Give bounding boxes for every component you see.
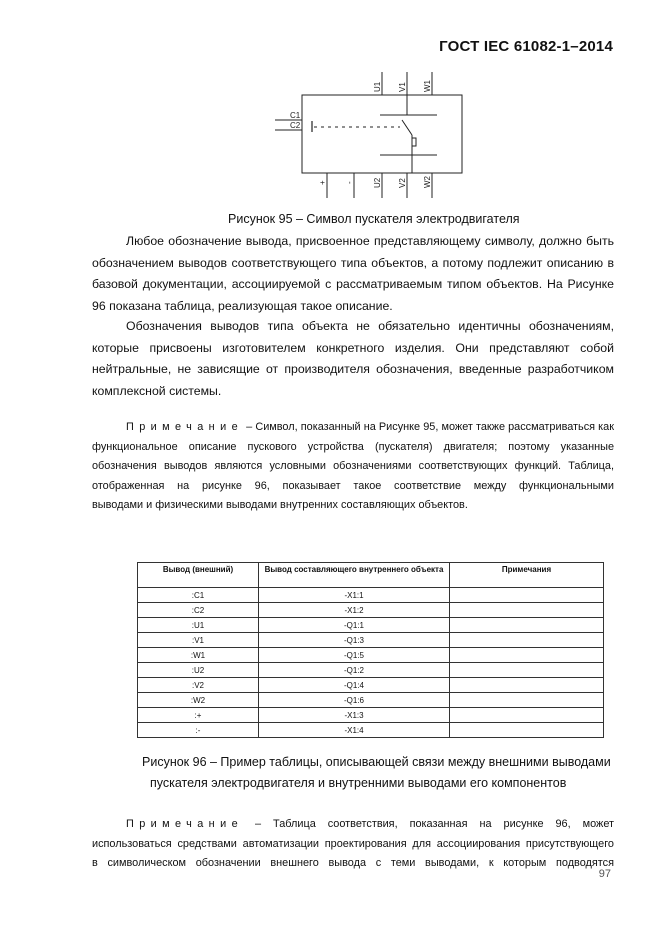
paragraph-2-line: нейтральные, не зависящие от производителя обозначения, введенные разработчиком xyxy=(92,362,614,377)
table-row xyxy=(138,663,604,678)
paragraph-2-line: комплексной системы. xyxy=(92,383,222,398)
note-1-line: – Символ, показанный на Рисунке 95, может также рассматриваться как xyxy=(243,421,614,433)
cell-internal-terminal: -Q1:1 xyxy=(259,618,450,633)
table-header-external: Вывод (внешний) xyxy=(138,563,259,588)
note-1-line: обозначения выводов являются условными обозначениями соответствующих функций. Таблица, xyxy=(92,460,614,472)
cell-external-terminal: :- xyxy=(138,723,259,738)
cell-external-terminal: :U1 xyxy=(138,618,259,633)
paragraph-1-line: Любое обозначение вывода, присвоенное представляющему символу, должно быть xyxy=(126,234,614,248)
cell-internal-terminal: -Q1:2 xyxy=(259,663,450,678)
cell-internal-terminal: -Q1:3 xyxy=(259,633,450,648)
contact-blade xyxy=(402,120,412,135)
paragraph-2-line: которые присвоены изготовителем конкретного изделия. Они представляют собой xyxy=(92,340,614,355)
note-1-line: отображенная на рисунке 96, показывает такое соответствие между функциональными xyxy=(92,479,614,492)
cell-notes xyxy=(450,723,604,738)
cell-internal-terminal: -Q1:4 xyxy=(259,678,450,693)
paragraph-1-line: обозначением выводов соответствующего типа объектов, а потому подлежит описанию в xyxy=(92,255,614,270)
terminal-label-plus: + xyxy=(318,180,327,185)
cell-internal-terminal: -X1:4 xyxy=(259,723,450,738)
cell-notes xyxy=(450,648,604,663)
paragraph-1-line: 96 показана таблица, реализующая такое описание. xyxy=(92,298,393,313)
note-1-label: Примечание xyxy=(126,421,244,433)
table-row xyxy=(138,693,604,708)
paragraph-2-line: Обозначения выводов типа объекта не обязательно идентичны обозначениям, xyxy=(126,319,614,333)
figure-96-table xyxy=(137,562,604,738)
cell-notes xyxy=(450,633,604,648)
paragraph-1-line: базовой документации, ассоциируемой с рассматриваемым типом объектов. На Рисунке xyxy=(92,277,614,292)
contact-hook xyxy=(412,138,416,146)
figure-95-caption: Рисунок 95 – Символ пускателя электродвигателя xyxy=(228,212,520,226)
table-row xyxy=(138,588,604,603)
note-1-line: выводами и физическими выводами внутренних составляющих объектов. xyxy=(92,499,468,511)
table-row xyxy=(138,708,604,723)
cell-notes xyxy=(450,618,604,633)
cell-internal-terminal: -X1:1 xyxy=(259,588,450,603)
note-2 xyxy=(92,815,614,874)
cell-external-terminal: :C1 xyxy=(138,588,259,603)
note-2-line: – Таблица соответствия, показанная на рисунке 96, может xyxy=(243,818,614,830)
cell-notes xyxy=(450,588,604,603)
cell-notes xyxy=(450,708,604,723)
cell-internal-terminal: -X1:3 xyxy=(259,708,450,723)
paragraph-1 xyxy=(92,231,614,317)
terminal-label-c2: C2 xyxy=(290,121,301,130)
note-1 xyxy=(92,418,614,516)
table-row xyxy=(138,618,604,633)
cell-external-terminal: :C2 xyxy=(138,603,259,618)
page-number: 97 xyxy=(598,868,611,880)
table-header-notes: Примечания xyxy=(450,563,604,588)
cell-external-terminal: :V2 xyxy=(138,678,259,693)
cell-notes xyxy=(450,693,604,708)
terminal-label-minus: - xyxy=(345,181,354,184)
table-row xyxy=(138,603,604,618)
note-2-line: использоваться средствами автоматизации проектирования для ассоциирования присутствующего xyxy=(92,837,614,850)
table-row xyxy=(138,648,604,663)
note-1-line: функциональное описание пускового устройства (пускателя) двигателя; поэтому указанные xyxy=(92,440,614,453)
terminal-label-v2: V2 xyxy=(398,178,407,188)
figure-96-caption-line-2: пускателя электродвигателя и внутренними выводами его компонентов xyxy=(150,776,567,790)
table-row xyxy=(138,678,604,693)
symbol-frame xyxy=(302,95,462,173)
note-2-first-line xyxy=(92,815,614,835)
table-row xyxy=(138,633,604,648)
note-2-line: в символическом обозначении внешнего вывода с теми выводами, к которым подводятся xyxy=(92,857,614,869)
note-2-label: Примечание xyxy=(126,818,244,830)
cell-external-terminal: :V1 xyxy=(138,633,259,648)
terminal-label-w1: W1 xyxy=(423,80,432,92)
cell-external-terminal: :+ xyxy=(138,708,259,723)
terminal-label-v1: V1 xyxy=(398,82,407,92)
terminal-label-u1: U1 xyxy=(373,81,382,92)
cell-external-terminal: :W2 xyxy=(138,693,259,708)
cell-notes xyxy=(450,663,604,678)
terminal-label-c1: C1 xyxy=(290,111,301,120)
cell-notes xyxy=(450,678,604,693)
cell-external-terminal: :U2 xyxy=(138,663,259,678)
paragraph-2 xyxy=(92,316,614,402)
cell-internal-terminal: -X1:2 xyxy=(259,603,450,618)
note-1-first-line xyxy=(92,418,614,438)
table-header-internal: Вывод составляющего внутреннего объекта xyxy=(259,563,450,588)
terminal-label-u2: U2 xyxy=(373,177,382,188)
cell-internal-terminal: -Q1:5 xyxy=(259,648,450,663)
cell-external-terminal: :W1 xyxy=(138,648,259,663)
table-header-row xyxy=(138,563,604,588)
cell-notes xyxy=(450,603,604,618)
table-row xyxy=(138,723,604,738)
figure-95-symbol xyxy=(272,70,472,202)
figure-96-caption-line-1: Рисунок 96 – Пример таблицы, описывающей связи между внешними выводами xyxy=(142,755,611,769)
cell-internal-terminal: -Q1:6 xyxy=(259,693,450,708)
terminal-label-w2: W2 xyxy=(423,176,432,188)
document-header: ГОСТ IEC 61082-1–2014 xyxy=(439,38,613,55)
